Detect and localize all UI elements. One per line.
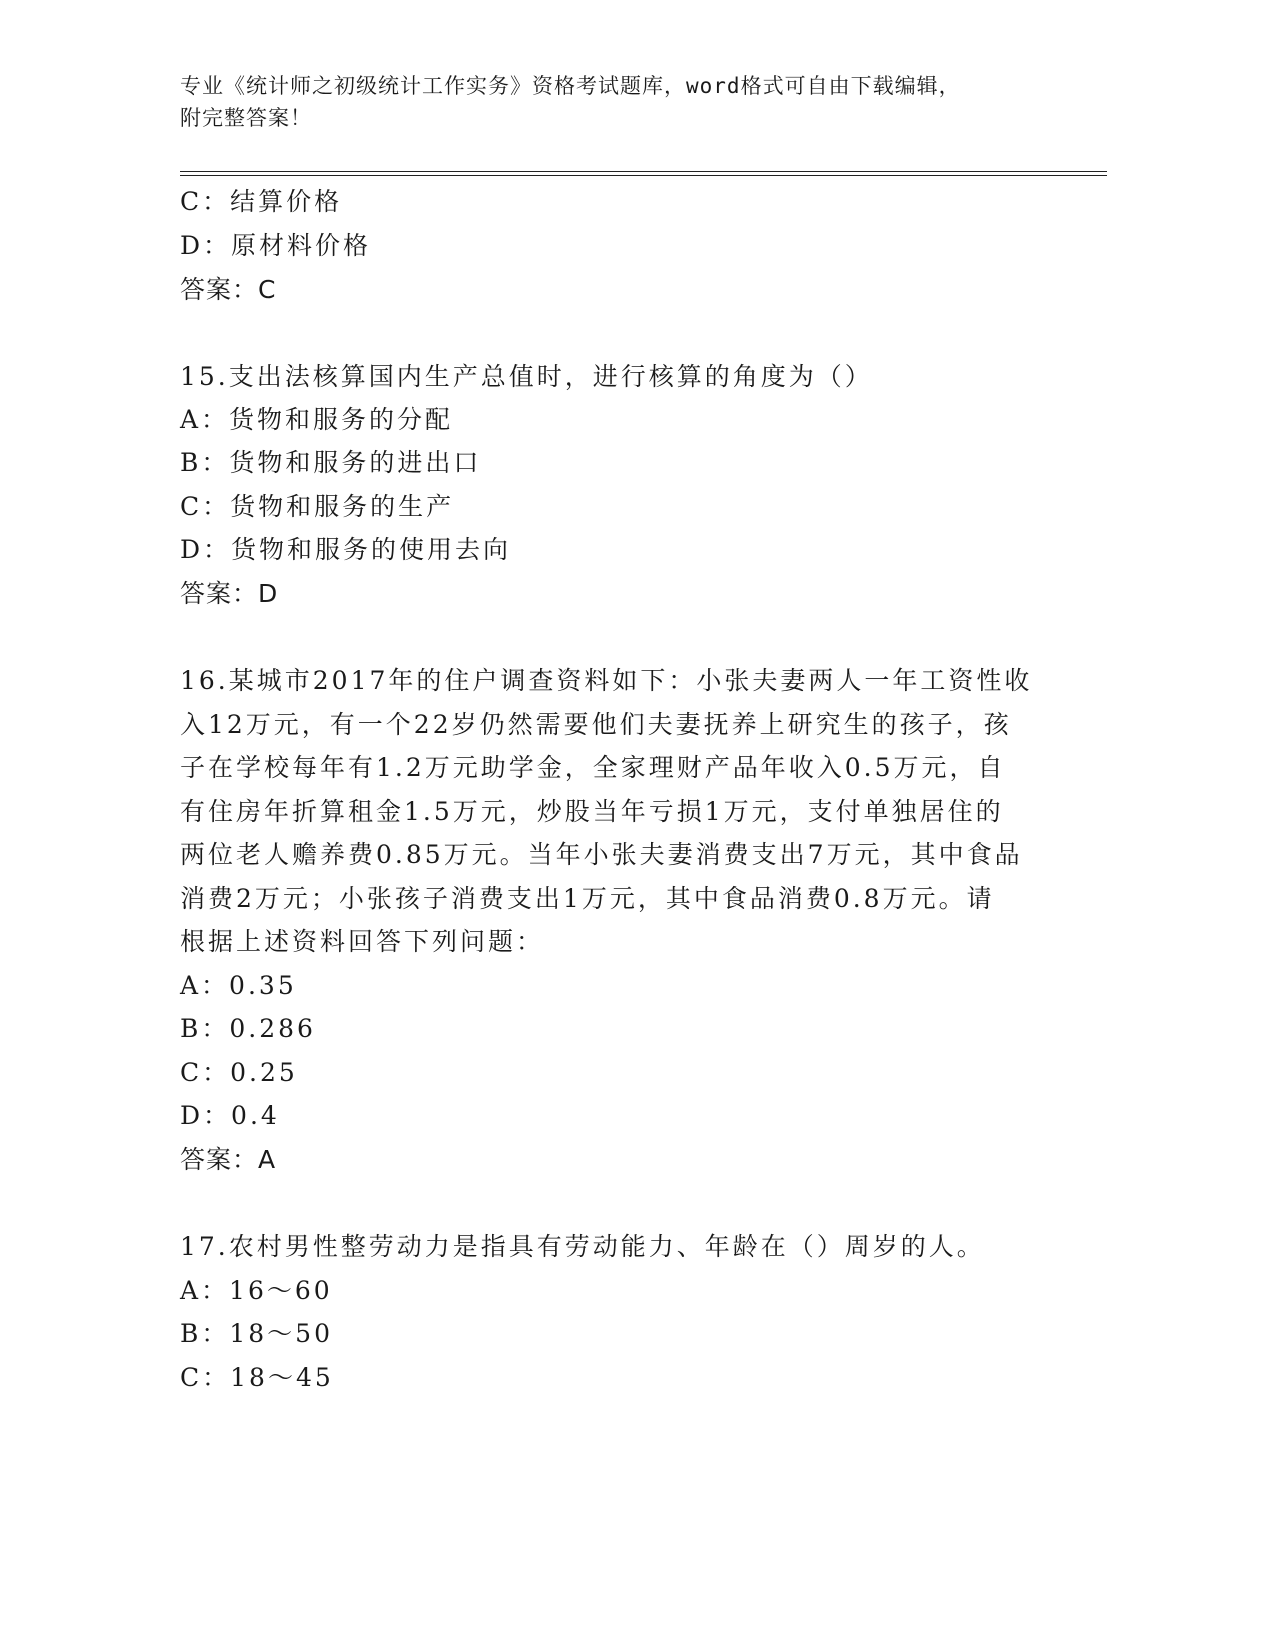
- q16-stem-line-1: 16.某城市2017年的住户调查资料如下：小张夫妻两人一年工资性收: [180, 666, 1033, 695]
- q17-option-b: B：18～50: [180, 1319, 333, 1348]
- q16-option-c: C：0.25: [180, 1058, 298, 1087]
- header-divider-top: [180, 171, 1107, 172]
- q16-option-a: A：0.35: [180, 971, 297, 1000]
- q16-answer: 答案：A: [180, 1145, 277, 1174]
- q14-option-c: C：结算价格: [180, 187, 343, 216]
- q14-option-d: D：原材料价格: [180, 231, 372, 260]
- q15-option-c: C：货物和服务的生产: [180, 492, 455, 521]
- q16-stem-line-2: 入12万元，有一个22岁仍然需要他们夫妻抚养上研究生的孩子，孩: [180, 710, 1012, 739]
- q15-stem: 15.支出法核算国内生产总值时，进行核算的角度为（）: [180, 362, 873, 391]
- q17-stem: 17.农村男性整劳动力是指具有劳动能力、年龄在（）周岁的人。: [180, 1232, 985, 1261]
- q15-option-a: A：货物和服务的分配: [180, 405, 454, 434]
- header-divider-bottom: [180, 175, 1107, 176]
- document-header: [180, 70, 1080, 134]
- q16-stem-line-3: 子在学校每年有1.2万元助学金，全家理财产品年收入0.5万元，自: [180, 753, 1006, 782]
- q14-answer: 答案：C: [180, 275, 277, 304]
- q16-option-d: D：0.4: [180, 1101, 280, 1130]
- q17-option-a: A：16～60: [180, 1276, 333, 1305]
- q16-stem-line-6: 消费2万元；小张孩子消费支出1万元，其中食品消费0.8万元。请: [180, 884, 995, 913]
- q16-stem-line-4: 有住房年折算租金1.5万元，炒股当年亏损1万元，支付单独居住的: [180, 797, 1004, 826]
- q15-option-b: B：货物和服务的进出口: [180, 448, 482, 477]
- q15-answer: 答案：D: [180, 579, 279, 608]
- header-line-1: 专业《统计师之初级统计工作实务》资格考试题库，word格式可自由下载编辑，: [180, 74, 961, 98]
- q16-option-b: B：0.286: [180, 1014, 316, 1043]
- q15-option-d: D：货物和服务的使用去向: [180, 535, 512, 564]
- q16-stem-line-7: 根据上述资料回答下列问题：: [180, 927, 545, 956]
- header-line-2: 附完整答案！: [180, 106, 312, 130]
- q17-option-c: C：18～45: [180, 1363, 334, 1392]
- q16-stem-line-5: 两位老人赡养费0.85万元。当年小张夫妻消费支出7万元，其中食品: [180, 840, 1023, 869]
